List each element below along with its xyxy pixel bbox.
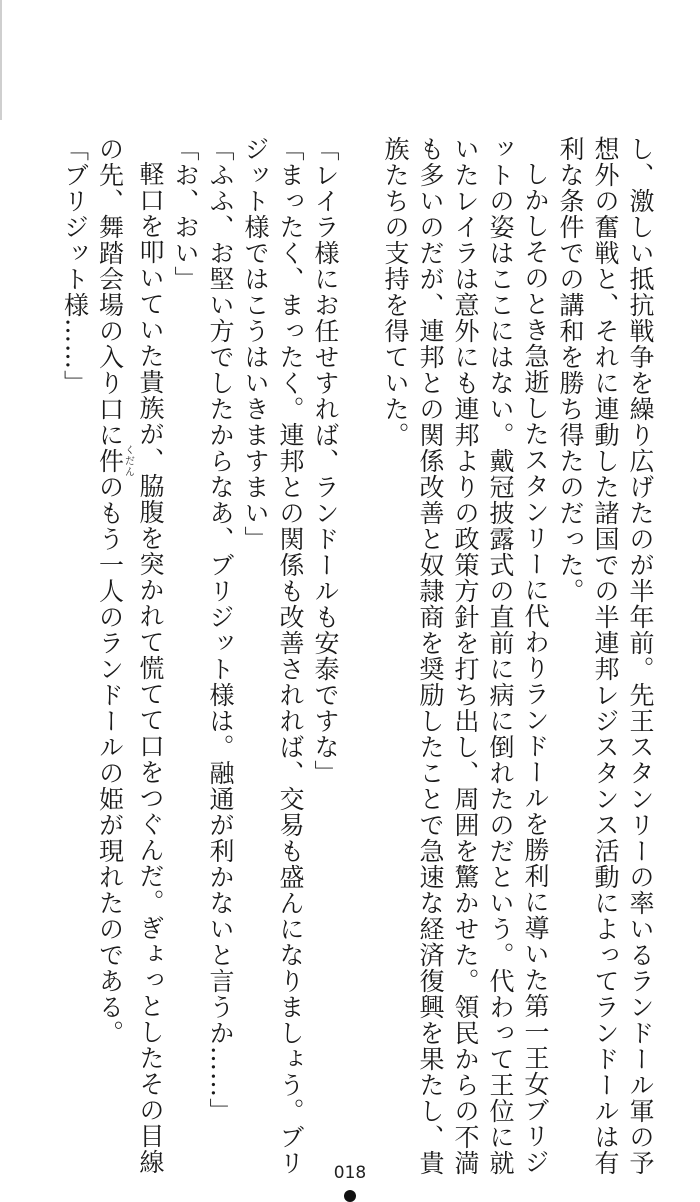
text-line-with-ruby <box>93 136 134 1136</box>
text-line: 族たちの支持を得ていた。 <box>381 136 410 448</box>
dialogue-line: 「まったく、まったく。連邦との関係も改善されれば、交易も盛んになりましょう。ブリ <box>276 136 305 1176</box>
ruby-line-before: の先、舞踏会場の入り口に <box>95 136 125 448</box>
ruby-reading: くだん <box>122 444 134 478</box>
dialogue-line: 「レイラ様にお任せすれば、ランドールも安泰ですな」 <box>311 136 340 786</box>
text-line: も多いのだが、連邦との関係改善と奴隷商を奨励したことで急速な経済復興を果たし、貴 <box>416 136 445 1176</box>
page-edge-line <box>0 0 2 120</box>
text-line: 軽口を叩いていた貴族が、脇腹を突かれて慌てて口をつぐんだ。ぎょっとしたその目線 <box>136 161 165 1175</box>
dialogue-line: 「お、おい」 <box>171 136 200 292</box>
ruby-line-after: のもう一人のランドールの姫が現れたのである。 <box>95 474 125 1046</box>
dialogue-line: 「ブリジット様……」 <box>60 136 90 396</box>
page-number: 018 <box>333 1163 367 1183</box>
text-line: 想外の奮戦と、それに連動した諸国での半連邦レジスタンス活動によってランドールは有 <box>591 136 620 1176</box>
dialogue-line: ジット様ではこうはいきますまい」 <box>241 136 270 552</box>
dialogue-line: 「ふふ、お堅い方でしたからなあ、ブリジット様は。融通が利かないと言うか……」 <box>206 136 235 1124</box>
text-line: ットの姿はここにはない。戴冠披露式の直前に病に倒れたのだという。代わって王位に就 <box>486 136 515 1176</box>
text-line: しかしそのとき急逝したスタンリーに代わりランドールを勝利に導いた第一王女ブリジ <box>521 161 550 1175</box>
text-line: 利な条件での講和を勝ち得たのだった。 <box>556 136 585 604</box>
text-line: いたレイラは意外にも連邦よりの政策方針を打ち出し、周囲を驚かせた。領民からの不満 <box>451 136 480 1176</box>
text-line: し、激しい抵抗戦争を繰り広げたのが半年前。先王スタンリーの率いるランドール軍の予 <box>626 136 655 1176</box>
ruby-annotation <box>95 444 134 478</box>
ruby-base: 件 <box>95 444 125 478</box>
page-dot-marker <box>344 1190 356 1202</box>
